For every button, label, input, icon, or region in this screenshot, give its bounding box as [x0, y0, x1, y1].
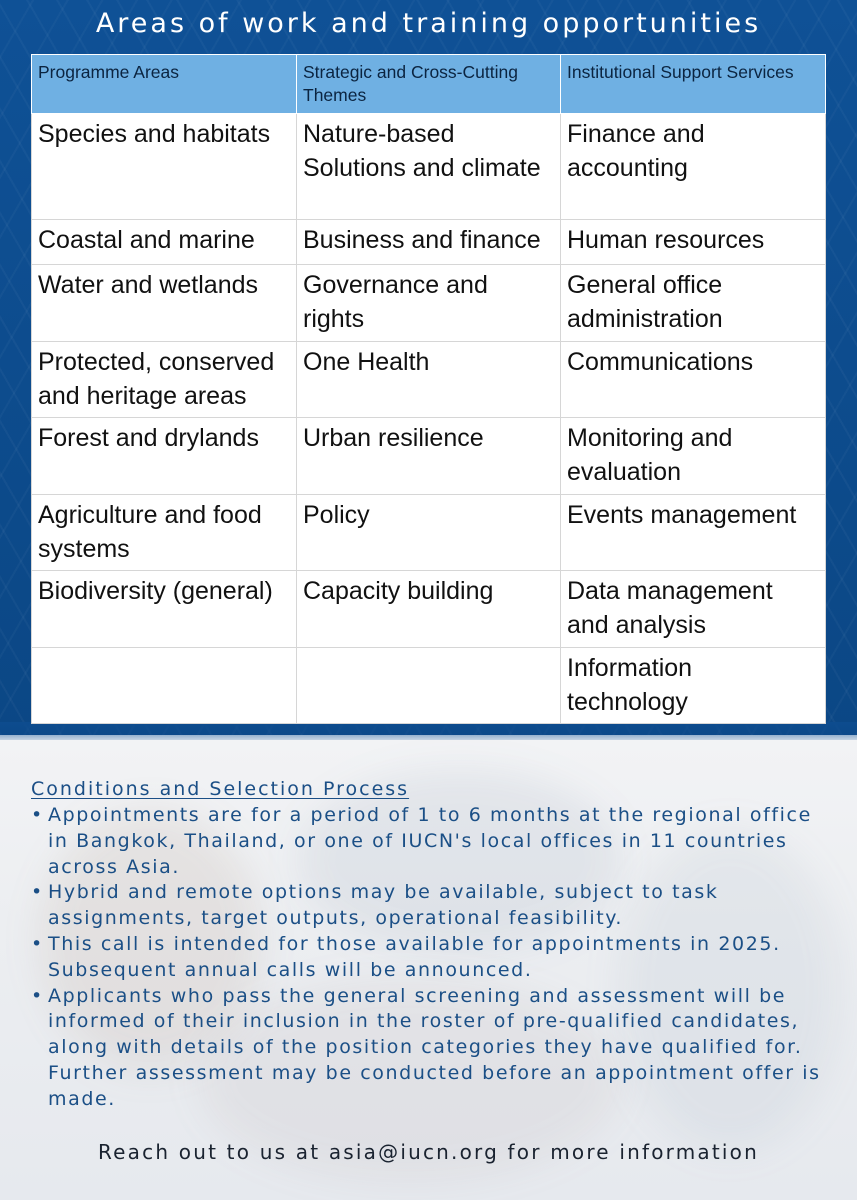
- table-cell: Data management and analysis: [561, 571, 826, 648]
- table-row: [32, 220, 826, 265]
- list-item: • Hybrid and remote options may be available, subject to task assignments, target outputs, operational feasibility.: [31, 880, 831, 932]
- table-cell: Business and finance: [297, 220, 561, 265]
- contact-line: Reach out to us at asia@iucn.org for more information: [97, 1140, 759, 1164]
- table-row: [32, 648, 826, 724]
- column-header-programme-areas: Programme Areas: [32, 55, 297, 114]
- table-row: [32, 265, 826, 342]
- table-cell: Governance and rights: [297, 265, 561, 342]
- table-cell: General office administration: [561, 265, 826, 342]
- table-cell: Communications: [561, 342, 826, 418]
- table-cell: Species and habitats: [32, 114, 297, 220]
- conditions-heading: Conditions and Selection Process: [31, 778, 410, 800]
- table-cell: Events management: [561, 495, 826, 571]
- table-row: [32, 114, 826, 220]
- table-cell: Policy: [297, 495, 561, 571]
- table-row: [32, 495, 826, 571]
- column-header-themes: Strategic and Cross-Cutting Themes: [297, 55, 561, 114]
- column-header-support-services: Institutional Support Services: [561, 55, 826, 114]
- table-cell: Water and wetlands: [32, 265, 297, 342]
- table-cell: Forest and drylands: [32, 418, 297, 495]
- table-cell: [297, 648, 561, 724]
- table-cell: Information technology: [561, 648, 826, 724]
- table-cell: Nature-based Solutions and climate: [297, 114, 561, 220]
- list-item: • Appointments are for a period of 1 to 6 months at the regional office in Bangkok, Thailand, or one of IUCN's local offices in 11 countries across Asia.: [31, 803, 831, 880]
- conditions-list: [31, 803, 831, 1113]
- page-title: Areas of work and training opportunities: [95, 8, 762, 39]
- table-cell: [32, 648, 297, 724]
- table-cell: Protected, conserved and heritage areas: [32, 342, 297, 418]
- table-cell: Monitoring and evaluation: [561, 418, 826, 495]
- areas-table: [31, 54, 826, 724]
- table-cell: Human resources: [561, 220, 826, 265]
- table-cell: Agriculture and food systems: [32, 495, 297, 571]
- table-cell: Coastal and marine: [32, 220, 297, 265]
- table-cell: One Health: [297, 342, 561, 418]
- table-row: [32, 342, 826, 418]
- list-item: • Applicants who pass the general screening and assessment will be informed of their inclusion in the roster of pre-qualified candidates, along with details of the position categories they have qualified for. Further assessment may be conducted before an appointment offer is made.: [31, 984, 831, 1113]
- table-row: [32, 418, 826, 495]
- table-cell: Biodiversity (general): [32, 571, 297, 648]
- table-cell: Finance and accounting: [561, 114, 826, 220]
- table-header-row: [32, 55, 826, 114]
- table-cell: Capacity building: [297, 571, 561, 648]
- list-item: • This call is intended for those available for appointments in 2025. Subsequent annual calls will be announced.: [31, 932, 831, 984]
- table-cell: Urban resilience: [297, 418, 561, 495]
- table-row: [32, 571, 826, 648]
